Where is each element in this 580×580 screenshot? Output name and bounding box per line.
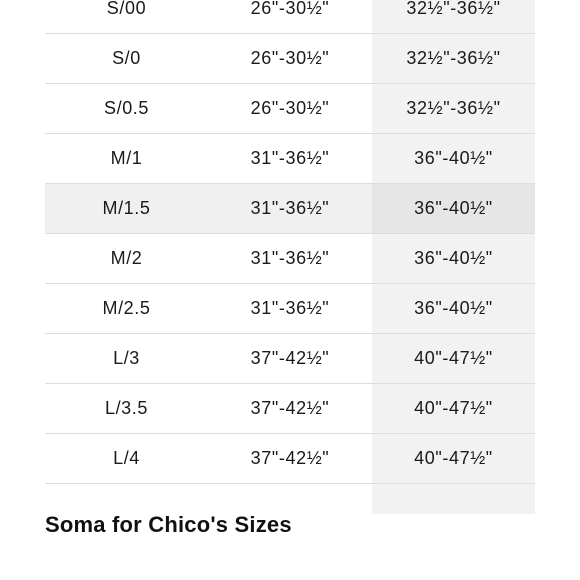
waist-cell: 37"-42½": [250, 398, 330, 418]
size-cell: M/1: [110, 148, 143, 168]
table-row[interactable]: [45, 34, 535, 84]
size-cell: S/0.5: [103, 98, 150, 118]
hip-cell: 36"-40½": [372, 184, 535, 233]
hip-cell: 32½"-36½": [406, 98, 501, 118]
hip-cell: 36"-40½": [414, 248, 493, 268]
table-row[interactable]: [45, 434, 535, 484]
waist-cell: 26"-30½": [250, 0, 330, 18]
table-row[interactable]: [45, 334, 535, 384]
hip-cell: 40"-47½": [414, 348, 493, 368]
size-table-body: [45, 0, 535, 484]
waist-cell: 26"-30½": [250, 48, 330, 68]
table-row[interactable]: [45, 384, 535, 434]
table-row[interactable]: [45, 184, 535, 234]
waist-cell: 37"-42½": [250, 348, 330, 368]
hip-cell: 40"-47½": [414, 448, 493, 468]
size-cell: L/4: [113, 448, 140, 468]
section-title: Soma for Chico's Sizes: [45, 512, 292, 537]
waist-cell: 31"-36½": [250, 298, 330, 318]
size-cell: M/2.5: [102, 298, 151, 318]
size-cell: S/00: [106, 0, 147, 18]
hip-cell: 32½"-36½": [406, 48, 501, 68]
table-row[interactable]: [45, 134, 535, 184]
hip-cell: 36"-40½": [414, 148, 493, 168]
size-cell: M/2: [110, 248, 143, 268]
size-cell: M/1.5: [102, 198, 151, 218]
table-row[interactable]: [45, 84, 535, 134]
waist-cell: 37"-42½": [250, 448, 330, 468]
waist-cell: 31"-36½": [250, 198, 330, 218]
size-cell: L/3.5: [104, 398, 149, 418]
size-cell: L/3: [113, 348, 140, 368]
table-row[interactable]: [45, 234, 535, 284]
size-cell: S/0: [112, 48, 141, 68]
table-row[interactable]: [45, 284, 535, 334]
waist-cell: 26"-30½": [250, 98, 330, 118]
hip-cell: 36"-40½": [414, 298, 493, 318]
hip-cell: 40"-47½": [414, 398, 493, 418]
hip-cell: 32½"-36½": [406, 0, 501, 18]
waist-cell: 31"-36½": [250, 148, 330, 168]
waist-cell: 31"-36½": [250, 248, 330, 268]
size-table: [45, 0, 535, 484]
table-row[interactable]: [45, 0, 535, 34]
